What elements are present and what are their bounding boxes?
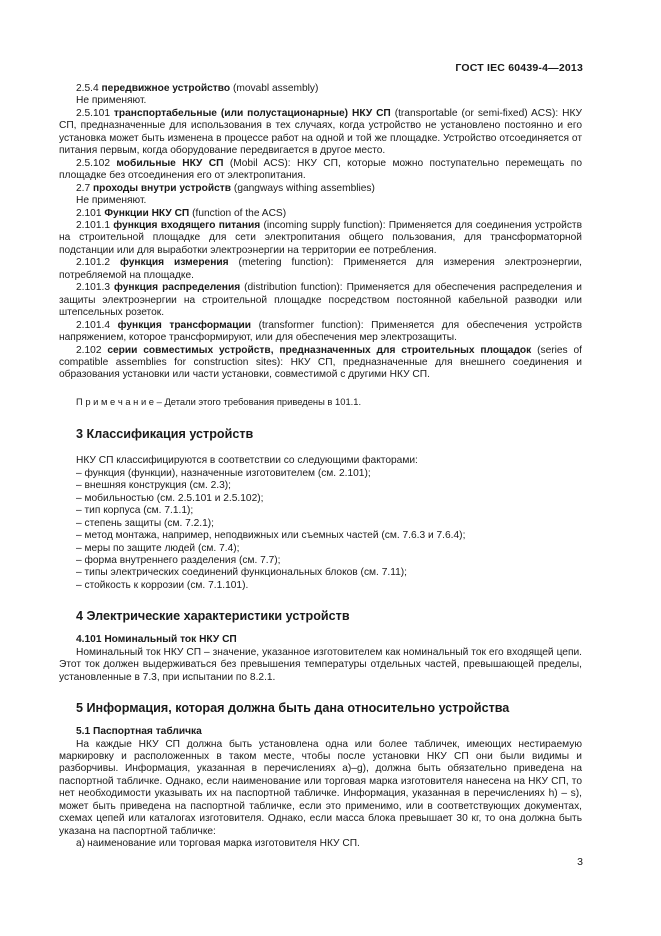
section-4-101-text: Номинальный ток НКУ СП – значение, указанное изготовителем как номинальный ток его входящей цепи. Этот ток должен выдерживаться без превышения температуры отдельных частей, превышающей пределы, установленные в 7.3, при испытании по 8.2.1. xyxy=(59,646,582,683)
clause-2-101-4 xyxy=(59,320,582,345)
note-text: – Детали этого требования приведены в 101.1. xyxy=(156,395,362,407)
clause-term: функция входящего питания xyxy=(113,219,261,231)
list-item: – типы электрических соединений функциональных блоков (см. 7.11); xyxy=(76,567,407,579)
list-item: – внешняя конструкция (см. 2.3); xyxy=(76,480,231,492)
section-4-101-title: 4.101 Номинальный ток НКУ СП xyxy=(76,634,237,646)
clause-2-101-3 xyxy=(59,282,582,319)
clause-number: 2.101 xyxy=(76,207,102,219)
list-item: – мобильностью (см. 2.5.101 и 2.5.102); xyxy=(76,492,264,504)
clause-2-101-1 xyxy=(59,220,582,257)
clause-text: (series of compatible assemblies for construction sites): НКУ СП, предназначенные для внешнего соединения и образования установки или части установки, совместимой с другими НКУ СП. xyxy=(59,344,582,381)
clause-number: 2.101.3 xyxy=(76,282,110,294)
classification-list xyxy=(59,468,582,593)
clause-2-5-101 xyxy=(59,108,582,158)
clause-term: функция трансформации xyxy=(117,319,251,331)
list-item: – степень защиты (см. 7.2.1); xyxy=(76,517,215,529)
clause-2-102 xyxy=(59,345,582,382)
list-item: – стойкость к коррозии (см. 7.1.101). xyxy=(76,579,249,591)
list-item: – функция (функции), назначенные изготовителем (см. 2.101); xyxy=(76,467,371,479)
clause-text: (transformer function): Применяется для обеспечения устройств напряжением, которое трансформируют, или для обеспечения мер электрозащиты. xyxy=(59,319,582,344)
clause-number: 2.5.4 xyxy=(76,83,99,94)
clause-text: Не применяют. xyxy=(76,95,147,107)
note xyxy=(59,396,582,408)
clause-2-7 xyxy=(59,183,582,195)
clause-number: 2.101.1 xyxy=(76,219,110,231)
clause-text: (distribution function): Применяется для обеспечения распределения и защиты электроэнергии на строительной площадке посредством постоянной кабельной разводки или штепсельных розеток. xyxy=(59,282,582,319)
clause-2-101-2 xyxy=(59,257,582,282)
clause-text: (Mobil ACS): НКУ СП, которые можно поступательно перемещать по площадке без отсоединения его от электропитания. xyxy=(59,157,582,182)
clause-number: 2.101.2 xyxy=(76,257,110,269)
clause-number: 2.5.102 xyxy=(76,157,110,169)
clause-english: (function of the ACS) xyxy=(192,207,287,219)
clause-english: (transportable (or semi-fixed) xyxy=(394,107,528,119)
clause-2-5-4 xyxy=(59,83,582,95)
clause-text: ACS): НКУ СП, предназначенные для использования в тех случаях, когда устройство не установлено постоянно и его установка может быть изменена в процессе работ на одной и той же площадке. Устройство отсоединяется от питания первым, когда оборудование передвигается в другое место. xyxy=(59,107,582,157)
clause-2-101 xyxy=(59,208,582,220)
clause-term: проходы внутри устройств xyxy=(93,182,232,194)
document-body xyxy=(59,83,582,851)
clause-number: 2.101.4 xyxy=(76,319,110,331)
clause-term: функция измерения xyxy=(119,257,229,269)
clause-number: 2.5.101 xyxy=(76,107,110,119)
section-3-title: 3 Классификация устройств xyxy=(76,427,254,442)
clause-number: 2.7 xyxy=(76,182,91,194)
list-item: – метод монтажа, например, неподвижных или съемных частей (см. 7.6.3 и 7.6.4); xyxy=(76,530,466,542)
clause-2-5-102 xyxy=(59,158,582,183)
list-item-a: а) наименование или торговая марка изготовителя НКУ СП. xyxy=(76,838,360,850)
clause-term: Функции НКУ СП xyxy=(104,207,190,219)
clause-text: Не применяют. xyxy=(76,195,147,207)
clause-term: передвижное устройство xyxy=(101,83,231,94)
clause-english: (movabl assembly) xyxy=(232,83,319,94)
standard-header: ГОСТ IEC 60439-4—2013 xyxy=(455,62,583,74)
section-3-intro: НКУ СП классифицируются в соответствии со следующими факторами: xyxy=(76,455,418,467)
clause-text: (metering function): Применяется для измерения электроэнергии, потребляемой на площадке. xyxy=(59,257,582,281)
clause-text: (incoming supply function): Применяется для соединения устройств на строительной площадке для сети электропитания общего пользования, для трансформаторной подстанции или для выработки электроэнергии на территории ее потребления. xyxy=(59,219,582,256)
section-4-title: 4 Электрические характеристики устройств xyxy=(76,609,350,624)
clause-term: функция распределения xyxy=(113,282,241,294)
list-item: – тип корпуса (см. 7.1.1); xyxy=(76,505,194,517)
clause-number: 2.102 xyxy=(76,344,102,356)
section-5-title: 5 Информация, которая должна быть дана относительно устройства xyxy=(76,701,510,716)
note-label: П р и м е ч а н и е xyxy=(76,395,155,407)
list-item: – меры по защите людей (см. 7.4); xyxy=(76,542,240,554)
clause-english: (gangways withing assemblies) xyxy=(233,182,375,194)
clause-term: транспортабельные (или полустационарные) НКУ СП xyxy=(113,107,391,119)
list-item: – форма внутреннего разделения (см. 7.7); xyxy=(76,554,281,566)
clause-term: мобильные НКУ СП xyxy=(116,157,224,169)
section-5-1-title: 5.1 Паспортная табличка xyxy=(76,726,202,738)
page-number: 3 xyxy=(577,856,583,868)
section-5-1-text: На каждые НКУ СП должна быть установлена одна или более табличек, имеющих нестираемую маркировку и расположенных в таком месте, чтобы после установки НКУ СП они были видимы и разборчивы. Информация, указанная в перечислениях а)–g), должна быть обязательно приведена на паспортной табличке. Однако, если наименование или торговая марка изготовителя нанесена на НКУ СП, то нет необходимости указывать их на паспортной табличке. Информация, указанная в перечислениях h) – s), может быть приведена на паспортной табличке, если это применимо, или в соответствующих документах, схемах цепей или каталогах изготовителя. Однако, если масса блока превышает 30 кг, то она должна быть указана на паспортной табличке: xyxy=(59,738,582,837)
clause-term: серии совместимых устройств, предназначенных для строительных площадок xyxy=(107,344,532,356)
